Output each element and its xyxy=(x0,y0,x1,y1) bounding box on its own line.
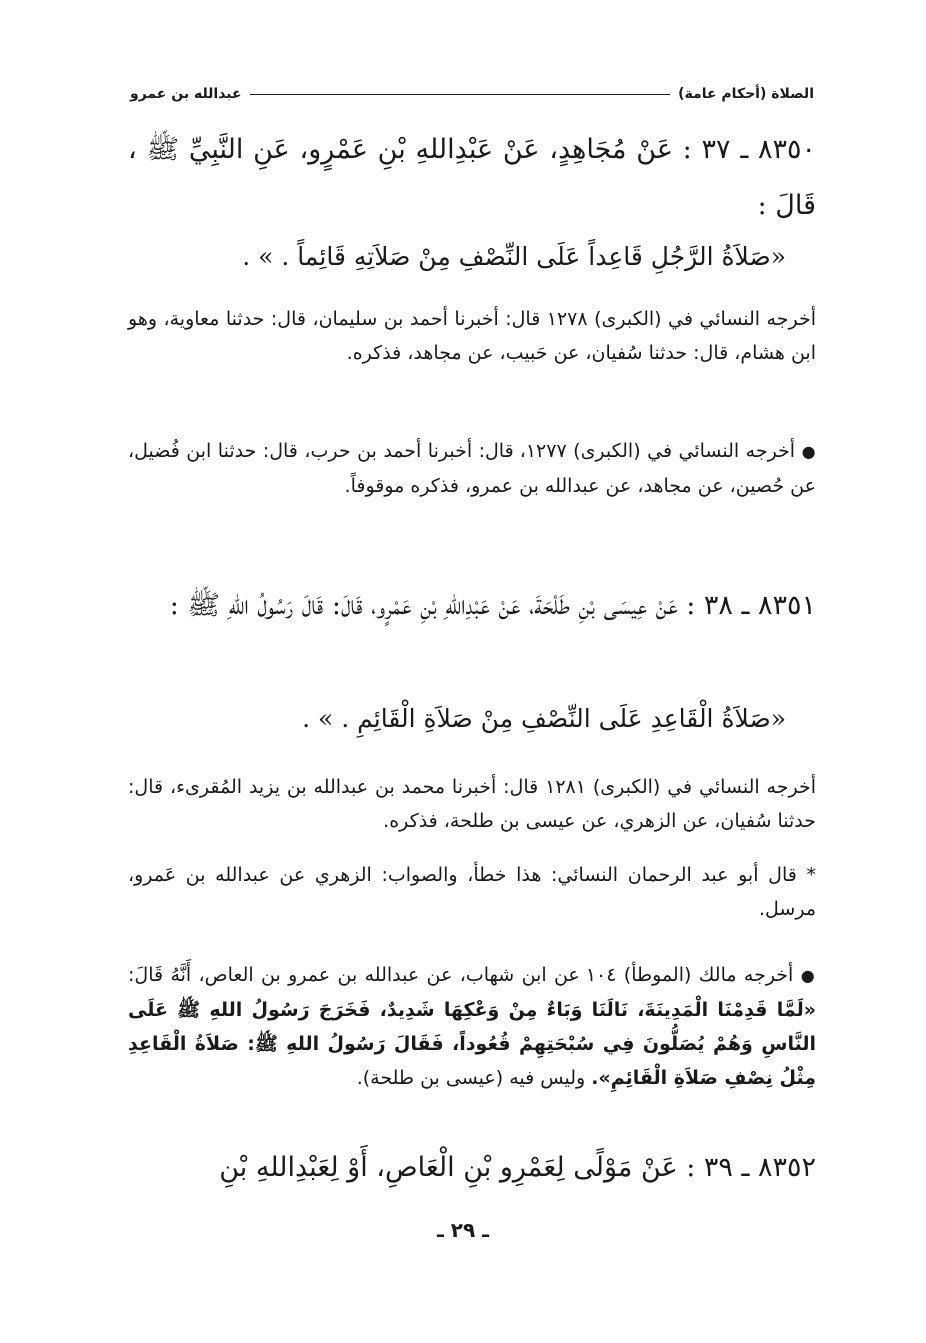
hadith-text: ٨٣٥١ ـ ٣٨ : عَنْ عِيسَى بْنِ طَلْحَةَ، عَنْ عَبْدِاللهِ بْنِ عَمْرٍو، قَالَ: قَالَ رَسُولُ اللهِ ﷺ : xyxy=(169,590,816,621)
chapter-title: الصلاة (أحكام عامة) xyxy=(678,86,814,102)
page-number: ـ ٢٩ ـ xyxy=(436,1218,490,1242)
matn-text: «صَلاَةُ الرَّجُلِ قَاعِداً عَلَى النِّصْفِ مِنْ صَلاَتِهِ قَائِماً . » . xyxy=(242,242,786,271)
running-header xyxy=(130,82,814,106)
malik-takhrij xyxy=(128,958,816,1095)
malik-quote: «لَمَّا قَدِمْنَا الْمَدِينَةَ، نَالَنَا وَبَاءٌ مِنْ وَعْكِهَا شَدِيدٌ، فَخَرَجَ رَسُولُ اللهِ ﷺ عَلَى النَّاسِ وَهُمْ يُصَلُّونَ فِي سُبْحَتِهِمْ قُعُوداً، فَقَالَ رَسُولُ اللهِ ﷺ: صَلاَةُ الْقَاعِدِ مِثْلُ نِصْفِ صَلاَةِ الْقَائِمِ». xyxy=(128,999,816,1089)
narrator-title: عبدالله بن عمرو xyxy=(130,86,242,102)
bullet-icon: ● xyxy=(801,442,816,461)
note-text: قال أبو عبد الرحمان النسائي: هذا خطأ، والصواب: الزهري عن عبدالله بن عَمرو، مرسل. xyxy=(128,864,816,920)
note-text: أخرجه النسائي في (الكبرى) ١٢٨١ قال: أخبرنا محمد بن عبدالله بن يزيد المُقرىء، قال: حدثنا سُفيان، عن الزهري، عن عيسى بن طلحة، فذكره. xyxy=(128,776,817,832)
bullet-icon: ● xyxy=(800,966,817,985)
hadith-8352 xyxy=(128,1140,816,1196)
matn-8350 xyxy=(128,232,816,282)
takhrij-note xyxy=(128,434,816,503)
malik-intro: أخرجه مالك (الموطأ) ١٠٤ عن ابن شهاب، عن عبدالله بن عمرو بن العاص، أَنَّهُ قَالَ: xyxy=(128,964,794,986)
hadith-text: ٨٣٥٠ ـ ٣٧ : عَنْ مُجَاهِدٍ، عَنْ عَبْدِاللهِ بْنِ عَمْرٍو، عَنِ النَّبِيِّ ﷺ ، قَالَ : xyxy=(128,134,817,221)
takhrij-note xyxy=(128,770,816,838)
note-text: أخرجه النسائي في (الكبرى) ١٢٧٨ قال: أخبرنا أحمد بن سليمان، قال: حدثنا معاوية، وهو ابن هشام، قال: حدثنا سُفيان، عن حَبيب، عن مجاهد، فذكره. xyxy=(128,308,816,364)
asterisk-icon: * xyxy=(806,864,816,886)
hadith-text: ٨٣٥٢ ـ ٣٩ : عَنْ مَوْلًى لِعَمْرِو بْنِ الْعَاصِ، أَوْ لِعَبْدِاللهِ بْنِ xyxy=(219,1152,816,1183)
nasai-comment xyxy=(128,858,816,926)
note-text: أخرجه النسائي في (الكبرى) ١٢٧٧، قال: أخبرنا أحمد بن حرب، قال: حدثنا ابن فُضيل، عن حُصين، عن مجاهد، عن عبدالله بن عمرو، فذكره موقوفاً. xyxy=(128,440,816,497)
takhrij-note xyxy=(128,302,816,370)
matn-text: «صَلاَةُ الْقَاعِدِ عَلَى النِّصْفِ مِنْ صَلاَةِ الْقَائِمِ . » . xyxy=(302,704,786,733)
header-rule xyxy=(250,94,671,95)
hadith-8350 xyxy=(128,122,816,234)
matn-8351 xyxy=(128,694,816,744)
malik-outro: وليس فيه (عيسى بن طلحة). xyxy=(356,1067,586,1089)
hadith-8351 xyxy=(128,578,816,634)
